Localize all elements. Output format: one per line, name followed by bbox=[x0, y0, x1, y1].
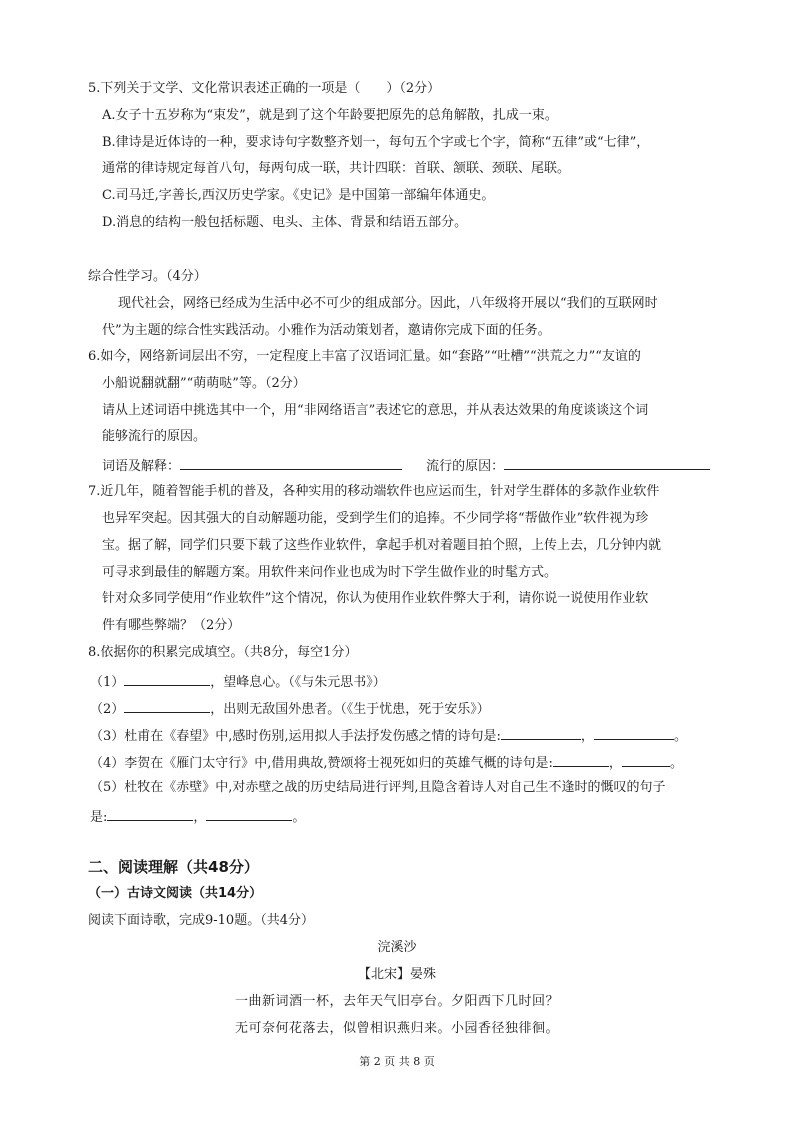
q8-item3-blank-a[interactable] bbox=[501, 725, 581, 740]
q5-option-a: A.女子十五岁称为“束发”，就是到了这个年龄要把原先的总角解散，扎成一束。 bbox=[102, 108, 558, 123]
q8-item5-line2 bbox=[90, 806, 305, 827]
q5-option-b-line1: B.律诗是近体诗的一种，要求诗句字数整齐划一，每句五个字或七个字，简称“五律”或“七律”， bbox=[102, 135, 650, 150]
section2-title: 二、阅读理解（共48分） bbox=[88, 858, 259, 876]
q5-option-c: C.司马迁,字善长,西汉历史学家。《史记》是中国第一部编年体通史。 bbox=[102, 188, 495, 203]
q8-item3-sep: ， bbox=[580, 729, 594, 744]
q8-item5-blank-a[interactable] bbox=[107, 806, 193, 821]
q8-item5-prefix: 是: bbox=[90, 810, 108, 825]
q7-line4: 可寻求到最佳的解题方案。用软件来问作业也成为时下学生做作业的时髦方式。 bbox=[102, 565, 558, 580]
q7-line2: 也异军突起。因其强大的自动解题功能，受到学生们的追捧。不少同学将“帮做作业”软件视为珍 bbox=[102, 511, 649, 526]
q6-line1: 6.如今，网络新词层出不穷，一定程度上丰富了汉语词汇量。如“套路”“吐槽”“洪荒之力”“友谊的 bbox=[88, 349, 641, 364]
q8-item4-text: （4）李贺在《雁门太守行》中,借用典故,赞颂将士视死如归的英雄气概的诗句是: bbox=[90, 756, 553, 771]
q5-option-b-line2: 通常的律诗规定每首八句，每两句成一联，共计四联：首联、颔联、颈联、尾联。 bbox=[102, 161, 571, 176]
poem-line1: 一曲新词酒一杯，去年天气旧亭台。夕阳西下几时回？ bbox=[234, 994, 559, 1009]
q8-item5-sep: ， bbox=[193, 810, 207, 825]
q6-word-blank[interactable] bbox=[180, 455, 402, 470]
q8-item1-number: （1） bbox=[90, 675, 125, 690]
section2-subtitle: （一）古诗文阅读（共14分） bbox=[88, 886, 263, 901]
q8-item2-blank[interactable] bbox=[124, 698, 210, 713]
q8-item5-blank-b[interactable] bbox=[206, 806, 292, 821]
comprehensive-intro-line1: 现代社会，网络已经成为生活中必不可少的组成部分。因此，八年级将开展以“我们的互联网时 bbox=[118, 296, 658, 311]
q7-line6: 件有哪些弊端？（2分） bbox=[102, 618, 241, 633]
q8-item3-blank-b[interactable] bbox=[594, 725, 674, 740]
q8-item3 bbox=[90, 725, 687, 746]
q6-reason-label: 流行的原因： bbox=[426, 459, 505, 474]
q8-item5-end: 。 bbox=[292, 810, 306, 825]
q6-answer-row bbox=[102, 455, 710, 476]
q8-stem: 8.依据你的积累完成填空。（共8分，每空1分） bbox=[88, 645, 358, 660]
poem-title: 浣溪沙 bbox=[377, 940, 417, 955]
q8-item4-blank-a[interactable] bbox=[553, 752, 609, 767]
q6-line3: 请从上述词语中挑选其中一个，用“非网络语言”表述它的意思，并从表达效果的角度谈谈这个词 bbox=[102, 403, 649, 418]
q8-item2-number: （2） bbox=[90, 702, 125, 717]
q5-stem: 5.下列关于文学、文化常识表述正确的一项是（ ）（2分） bbox=[88, 81, 441, 96]
q6-reason-blank[interactable] bbox=[504, 455, 710, 470]
q8-item3-end: 。 bbox=[673, 729, 687, 744]
q6-word-label: 词语及解释： bbox=[102, 459, 181, 474]
q8-item5-line1: （5）杜牧在《赤壁》中,对赤壁之战的历史结局进行评判,且隐含着诗人对自己生不逢时的慨叹的句子 bbox=[90, 780, 666, 795]
q6-line2: 小船说翻就翻”“萌萌哒”等。（2分） bbox=[102, 376, 306, 391]
q8-item4-blank-b[interactable] bbox=[622, 752, 670, 767]
comprehensive-intro-line2: 代”为主题的综合性实践活动。小雅作为活动策划者，邀请你完成下面的任务。 bbox=[102, 323, 551, 338]
q8-item2-text: ，出则无敌国外患者。（《生于忧患，死于安乐》） bbox=[210, 702, 490, 717]
q8-item4-sep: ， bbox=[608, 756, 622, 771]
q8-item4-end: 。 bbox=[669, 756, 683, 771]
page-footer: 第 2 页 共 8 页 bbox=[359, 1055, 435, 1068]
poem-author: 【北宋】晏殊 bbox=[357, 967, 436, 982]
q7-line5: 针对众多同学使用“作业软件”这个情况，你认为使用作业软件弊大于利，请你说一说使用作业软 bbox=[102, 591, 649, 606]
q5-option-d: D.消息的结构一般包括标题、电头、主体、背景和结语五部分。 bbox=[102, 215, 468, 230]
q8-item1 bbox=[90, 671, 386, 692]
q8-item4 bbox=[90, 752, 683, 773]
q8-item1-blank[interactable] bbox=[124, 671, 210, 686]
q8-item1-text: ，望峰息心。（《与朱元思书》） bbox=[210, 675, 386, 690]
poem-line2: 无可奈何花落去，似曾相识燕归来。小园香径独徘徊。 bbox=[234, 1021, 559, 1036]
comprehensive-title: 综合性学习。（4分） bbox=[88, 269, 207, 284]
q7-line1: 7.近几年，随着智能手机的普及，各种实用的移动端软件也应运而生，针对学生群体的多款作业软件 bbox=[88, 484, 660, 499]
q6-line4: 能够流行的原因。 bbox=[102, 429, 207, 444]
q8-item3-text: （3）杜甫在《春望》中,感时伤别,运用拟人手法抒发伤感之情的诗句是: bbox=[90, 729, 501, 744]
section2-instruction: 阅读下面诗歌，完成9-10题。（共4分） bbox=[88, 913, 314, 928]
q7-line3: 宝。据了解，同学们只要下载了这些作业软件，拿起手机对着题目拍个照，上传上去，几分钟内就 bbox=[102, 538, 662, 553]
q8-item2 bbox=[90, 698, 490, 719]
